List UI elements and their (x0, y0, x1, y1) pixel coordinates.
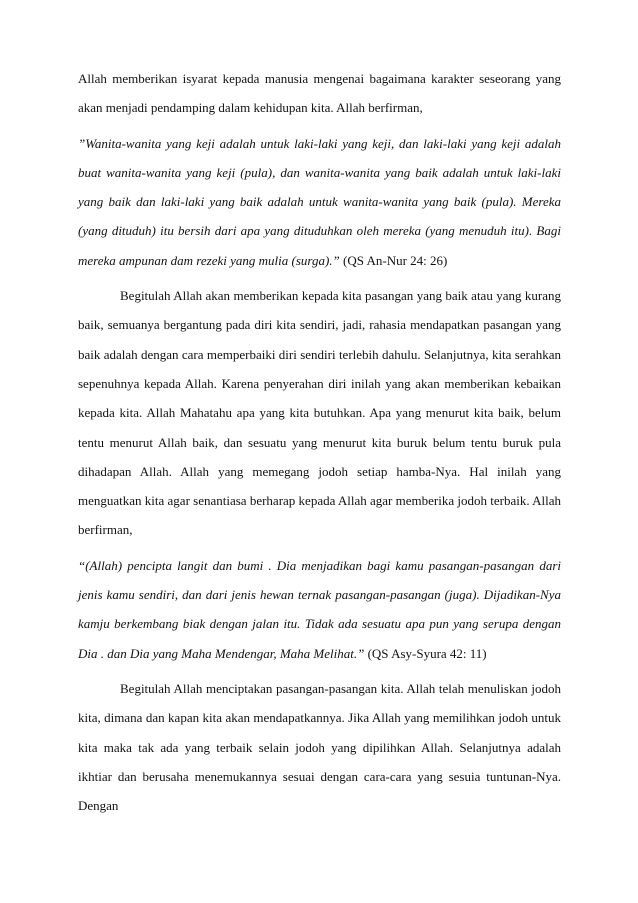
quote-text: “(Allah) pencipta langit dan bumi . Dia menjadikan bagi kamu pasangan-pasangan dari jenis kamu sendiri, dan dari jenis hewan ternak pasangan-pasangan (juga). Dijadikan-Nya kamju berkembang biak dengan jalan itu. Tidak ada sesuatu apa pun yang serupa dengan Dia . dan Dia yang Maha Mendengar, Maha Melihat.” (78, 557, 561, 661)
paragraph-body-1: Begitulah Allah akan memberikan kepada kita pasangan yang baik atau yang kurang baik, semuanya bergantung pada diri kita sendiri, jadi, rahasia mendapatkan pasangan yang baik adalah dengan cara memperbaiki diri sendiri terlebih dahulu. Selanjutnya, kita serahkan sepenuhnya kepada Allah. Karena penyerahan diri inilah yang akan memberikan kebaikan kepada kita. Allah Mahatahu apa yang kita butuhkan. Apa yang menurut kita baik, belum tentu menurut Allah baik, dan sesuatu yang menurut kita buruk belum tentu buruk pula dihadapan Allah. Allah yang memegang jodoh setiap hamba-Nya. Hal inilah yang menguatkan kita agar senantiasa berharap kepada Allah agar memberika jodoh terbaik. Allah berfirman, (78, 288, 561, 538)
paragraph-body-2: Begitulah Allah menciptakan pasangan-pasangan kita. Allah telah menuliskan jodoh kita, dimana dan kapan kita akan mendapatkannya. Jika Allah yang memilihkan jodoh untuk kita maka tak ada yang terbaik selain jodoh yang dipilihkan Allah. Selanjutnya adalah ikhtiar dan berusaha menemukannya sesuai dengan cara-cara yang sesuia tuntunan-Nya. Dengan (78, 680, 561, 814)
quote-reference: (QS Asy-Syura 42: 11) (364, 645, 487, 661)
quote-reference: (QS An-Nur 24: 26) (339, 252, 448, 268)
paragraph-intro: Allah memberikan isyarat kepada manusia mengenai bagaimana karakter seseorang yang akan menjadi pendamping dalam kehidupan kita. Allah berfirman, (78, 71, 561, 116)
quote-asy-syura (78, 551, 561, 668)
quote-an-nur (78, 129, 561, 275)
document-page (78, 64, 561, 820)
quote-text: ”Wanita-wanita yang keji adalah untuk laki-laki yang keji, dan laki-laki yang keji adalah buat wanita-wanita yang keji (pula), dan wanita-wanita yang baik adalah untuk laki-laki yang baik dan laki-laki yang baik adalah untuk wanita-wanita yang baik (pula). Mereka (yang dituduh) itu bersih dari apa yang dituduhkan oleh mereka (yang menuduh itu). Bagi mereka ampunan dam rezeki yang mulia (surga).” (78, 135, 561, 268)
